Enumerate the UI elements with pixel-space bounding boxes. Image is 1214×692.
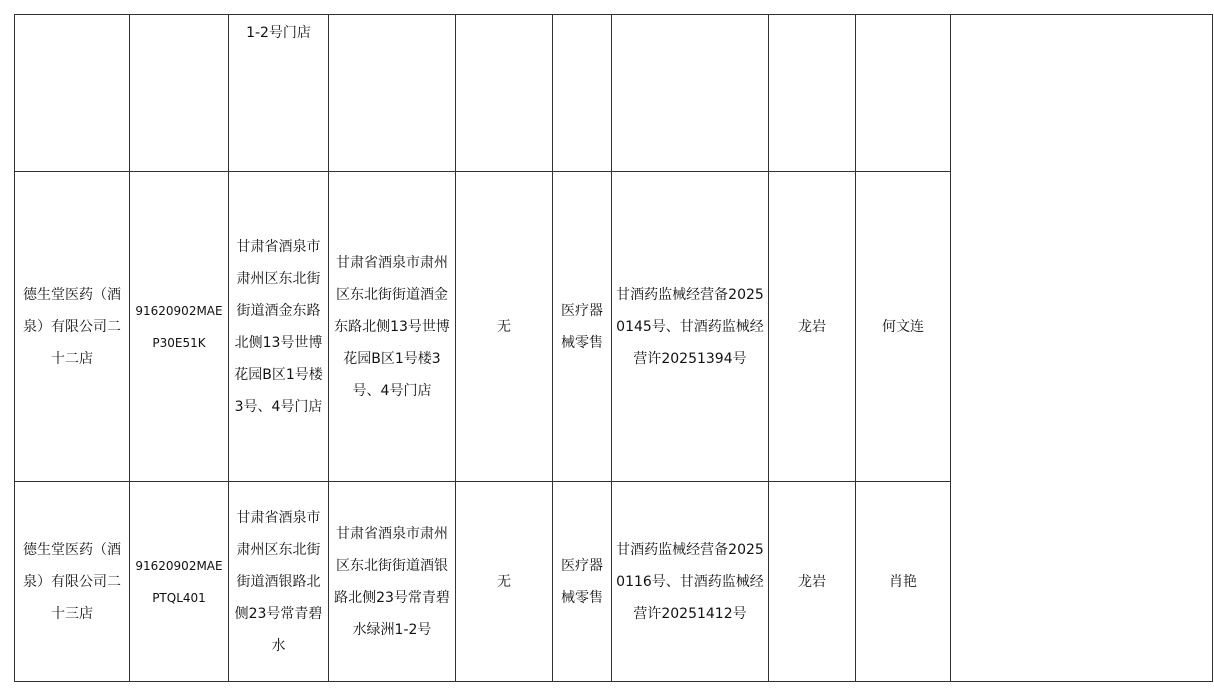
col8-cell	[769, 15, 856, 172]
company-name-cell: 德生堂医药（酒泉）有限公司二十二店	[15, 172, 130, 482]
credit-code-cell	[130, 15, 229, 172]
license-cell	[612, 15, 769, 172]
warehouse-cell: 甘肃省酒泉市肃州区东北街街道酒银路北侧23号常青碧水绿洲1-2号	[329, 482, 456, 682]
scope-cell: 医疗器械零售	[553, 482, 612, 682]
scope-cell: 医疗器械零售	[553, 172, 612, 482]
address-cell: 甘肃省酒泉市肃州区东北街街道酒金东路北侧13号世博花园B区1号楼3号、4号门店	[229, 172, 329, 482]
col5-cell: 无	[456, 172, 553, 482]
document-table	[14, 14, 1213, 682]
company-name-cell: 德生堂医药（酒泉）有限公司二十三店	[15, 482, 130, 682]
blank-cell	[951, 15, 1213, 682]
col5-cell	[456, 15, 553, 172]
warehouse-cell	[329, 15, 456, 172]
person-cell	[856, 15, 951, 172]
credit-code-cell: 91620902MAEPTQL401	[130, 482, 229, 682]
scope-cell	[553, 15, 612, 172]
col5-cell: 无	[456, 482, 553, 682]
license-cell: 甘酒药监械经营备20250116号、甘酒药监械经营许20251412号	[612, 482, 769, 682]
address-cell: 甘肃省酒泉市肃州区东北街街道酒银路北侧23号常青碧水	[229, 482, 329, 682]
table-row	[15, 15, 1213, 172]
credit-code-cell: 91620902MAEP30E51K	[130, 172, 229, 482]
address-cell: 1-2号门店	[229, 15, 329, 172]
col8-cell: 龙岩	[769, 172, 856, 482]
col8-cell: 龙岩	[769, 482, 856, 682]
license-cell: 甘酒药监械经营备20250145号、甘酒药监械经营许20251394号	[612, 172, 769, 482]
person-cell: 肖艳	[856, 482, 951, 682]
warehouse-cell: 甘肃省酒泉市肃州区东北街街道酒金东路北侧13号世博花园B区1号楼3号、4号门店	[329, 172, 456, 482]
company-name-cell	[15, 15, 130, 172]
person-cell: 何文连	[856, 172, 951, 482]
